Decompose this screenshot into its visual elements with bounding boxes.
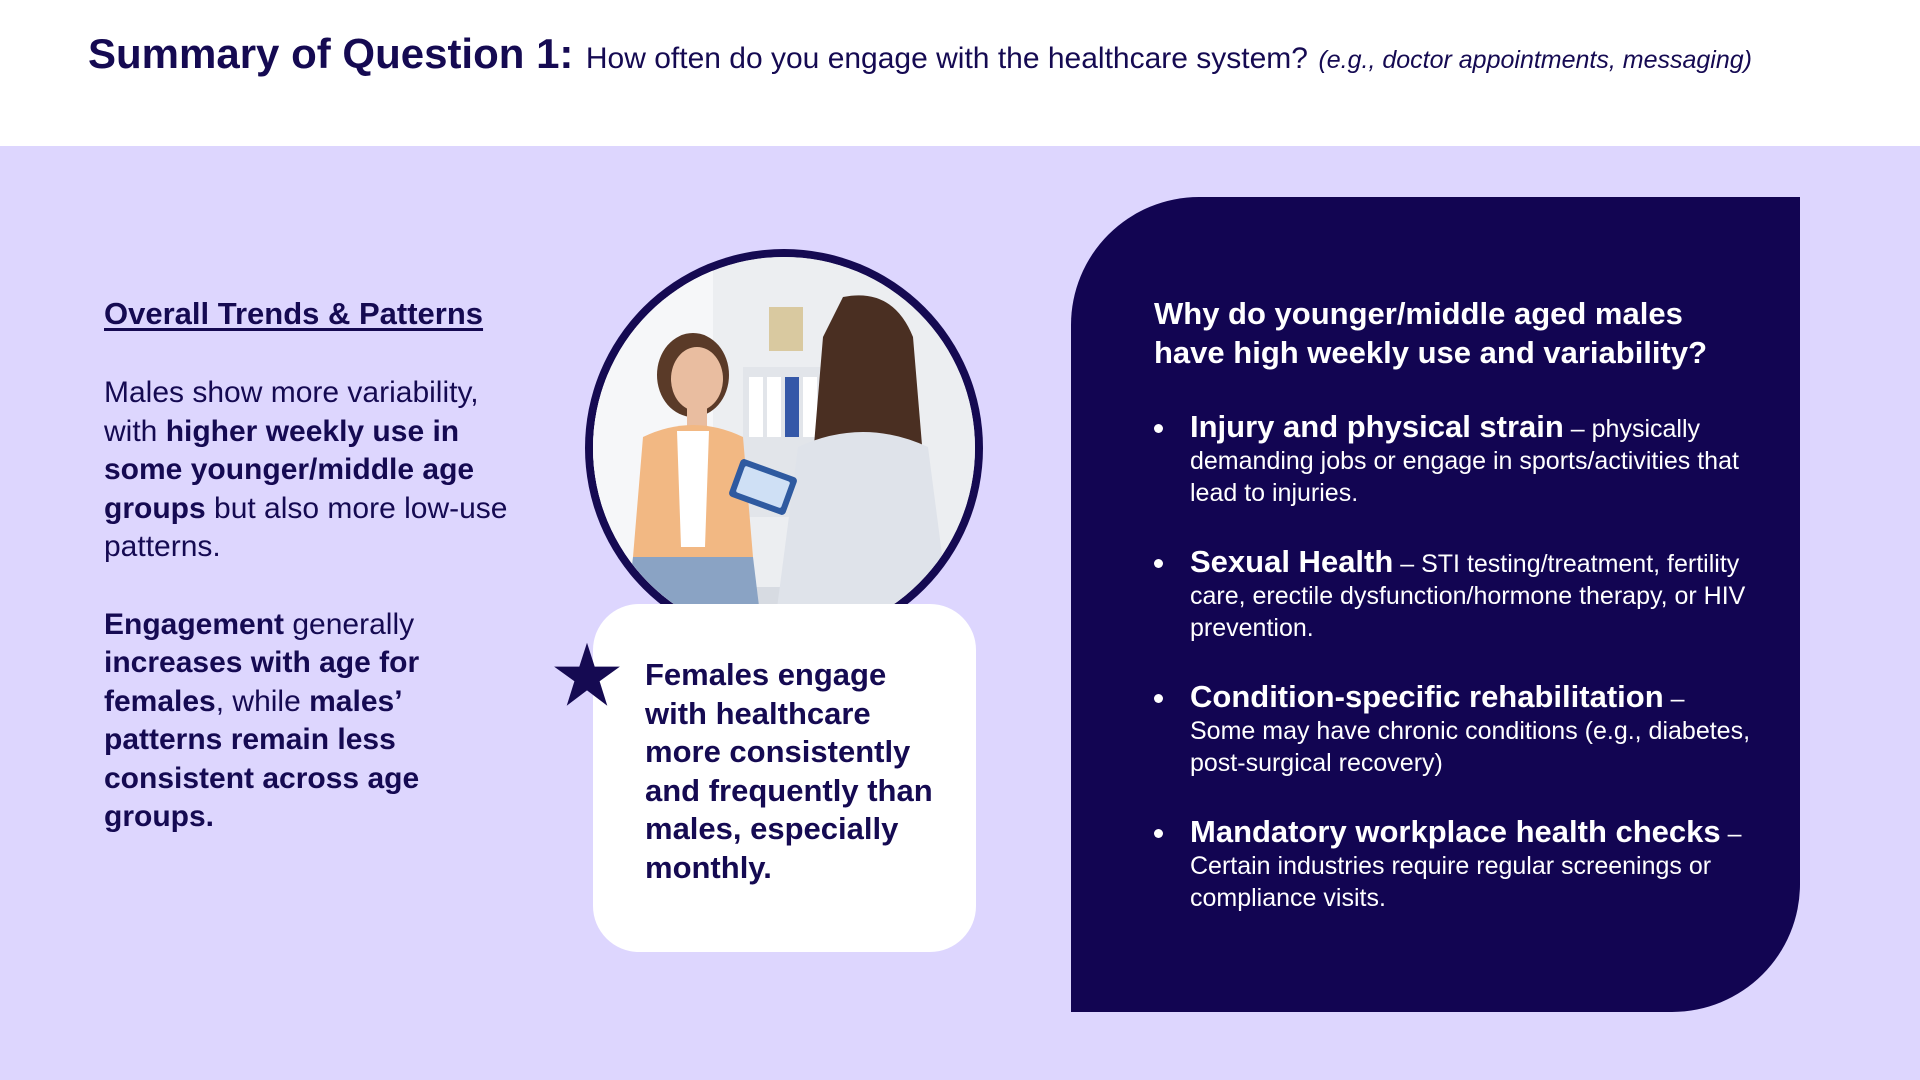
- p2-bold-a: Engagement: [104, 607, 285, 641]
- bullet-dot-icon: [1154, 694, 1163, 703]
- p2-text-b: generally: [284, 607, 415, 641]
- list-item: [1154, 681, 1754, 779]
- p2-bold-c: increases with age for females: [104, 646, 420, 718]
- trends-paragraph-males: [104, 374, 524, 567]
- p1-bold-b: higher weekly use in some younger/middle age groups: [104, 414, 475, 525]
- bullet-dot-icon: [1154, 829, 1163, 838]
- bullet-dash: –: [1563, 415, 1592, 443]
- p2-bold-e: males’ patterns remain less consistent across age groups.: [104, 684, 420, 833]
- doctor-patient-photo: [593, 257, 975, 639]
- bullet-dot-icon: [1154, 424, 1163, 433]
- doctor-patient-photo-frame: [585, 249, 983, 647]
- callout-text: Females engage with healthcare more consistently and frequently than males, especially monthly.: [645, 657, 933, 885]
- bullet-text: Some may have chronic conditions (e.g., diabetes, post-surgical recovery): [1190, 717, 1751, 777]
- bullet-dash: –: [1393, 550, 1422, 578]
- bullet-text: Certain industries require regular screenings or compliance visits.: [1190, 852, 1712, 912]
- p2-text-d: , while: [215, 684, 310, 718]
- trends-paragraph-engagement: [104, 606, 524, 837]
- overall-trends-section: [104, 296, 524, 876]
- slide-title: [88, 30, 1752, 78]
- panel-question: Why do younger/middle aged males have high weekly use and variability?: [1154, 296, 1708, 370]
- bullet-dot-icon: [1154, 559, 1163, 568]
- bullet-text: STI testing/treatment, fertility care, erectile dysfunction/hormone therapy, or HIV prevention.: [1190, 550, 1746, 642]
- list-item: [1154, 546, 1754, 644]
- bullet-dash: –: [1720, 820, 1742, 848]
- title-bold: Summary of Question 1:: [88, 30, 574, 77]
- bullet-title: Injury and physical strain: [1190, 409, 1564, 444]
- list-item: [1154, 816, 1754, 914]
- bullet-dash: –: [1663, 685, 1685, 713]
- list-item: [1154, 411, 1754, 509]
- bullet-text: physically demanding jobs or engage in sports/activities that lead to injuries.: [1190, 415, 1739, 507]
- star-icon: [552, 640, 622, 710]
- why-males-panel: [1071, 197, 1800, 1012]
- bullet-title: Mandatory workplace health checks: [1190, 814, 1721, 849]
- p1-text-a: Males show more variability, with: [104, 376, 479, 448]
- bullet-title: Sexual Health: [1190, 544, 1394, 579]
- title-question: How often do you engage with the healthcare system?: [585, 42, 1308, 75]
- reasons-list: [1154, 411, 1754, 951]
- title-example: (e.g., doctor appointments, messaging): [1318, 46, 1752, 74]
- slide-header: [0, 0, 1920, 146]
- bullet-title: Condition-specific rehabilitation: [1190, 679, 1664, 714]
- p1-text-c: but also more low-use patterns.: [104, 491, 508, 563]
- callout-box: [593, 604, 976, 952]
- overall-trends-heading: Overall Trends & Patterns: [104, 296, 484, 331]
- doctor-patient-illustration: [593, 257, 975, 639]
